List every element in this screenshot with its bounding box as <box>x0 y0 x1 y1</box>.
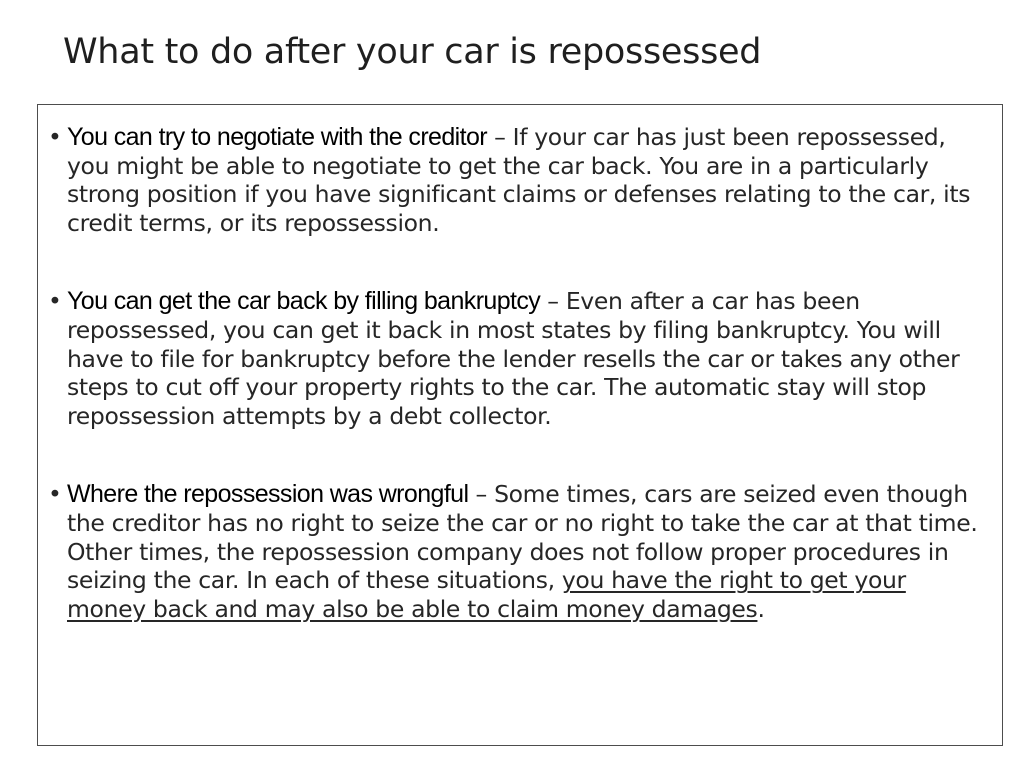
bullet-heading: You can get the car back by filling bankruptcy <box>67 287 541 316</box>
bullet-heading: Where the repossession was wrongful <box>67 480 469 509</box>
bullet-negotiate <box>38 123 1002 237</box>
bullet-end-punctuation: . <box>757 594 765 623</box>
content-box <box>37 104 1003 746</box>
slide-title: What to do after your car is repossessed <box>63 32 762 72</box>
bullet-heading: You can try to negotiate with the creditor <box>67 123 487 151</box>
bullet-dot-icon: • <box>48 123 62 151</box>
bullet-underlined-text: you have the right to get your money back and may also be able to claim money damages <box>67 566 906 623</box>
bullet-wrongful-repossession <box>38 480 1002 623</box>
bullet-text: Some times, cars are seized even though the creditor has no right to seize the car or no right to take the car at that time. Other times, the repossession company does not follow proper procedures in seizing the car. In each of these situations, <box>67 480 978 595</box>
bullet-text: Even after a car has been repossessed, you can get it back in most states by filing bankruptcy. You will have to file for bankruptcy before the lender resells the car or takes any other steps to cut off your property rights to the car. The automatic stay will stop repossession attempts by a debt collector. <box>67 287 960 430</box>
bullet-dot-icon: • <box>48 287 62 316</box>
bullet-list <box>38 123 1002 623</box>
bullet-separator: – <box>468 480 495 509</box>
bullet-text: If your car has just been repossessed, you might be able to negotiate to get the car back. You are in a particularly strong position if you have significant claims or defenses relating to the car, its credit terms, or its repossession. <box>67 123 971 237</box>
bullet-separator: – <box>486 123 513 151</box>
bullet-separator: – <box>540 287 566 316</box>
bullet-dot-icon: • <box>48 480 62 509</box>
bullet-bankruptcy <box>38 287 1002 430</box>
